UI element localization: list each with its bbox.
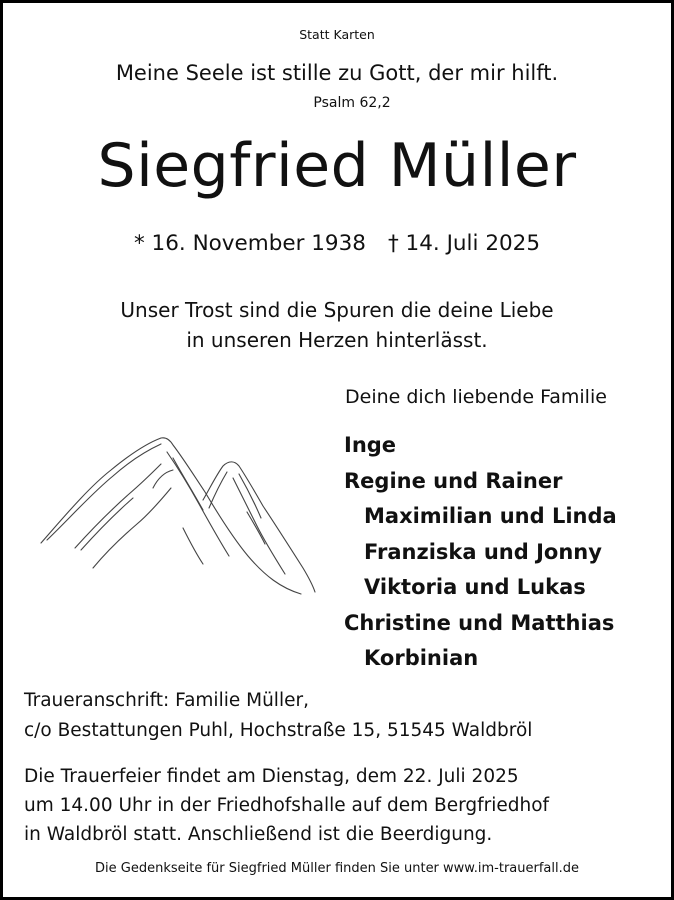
funeral-line: um 14.00 Uhr in der Friedhofshalle auf dem Bergfriedhof xyxy=(24,795,550,816)
deceased-name: Siegfried Müller xyxy=(97,131,577,201)
consolation-line: Unser Trost sind die Spuren die deine Liebe xyxy=(120,298,554,322)
address-line: c/o Bestattungen Puhl, Hochstraße 15, 51545 Waldbröl xyxy=(24,720,533,741)
consolation-line: in unseren Herzen hinterlässt. xyxy=(186,328,488,352)
birth-date: * 16. November 1938 xyxy=(133,231,366,256)
header-line: Statt Karten xyxy=(299,27,375,42)
funeral-line: in Waldbröl statt. Anschließend ist die Beerdigung. xyxy=(24,824,493,845)
family-member: Viktoria und Lukas xyxy=(364,575,586,599)
memorial-page-footer: Die Gedenkseite für Siegfried Müller finden Sie unter www.im-trauerfall.de xyxy=(95,861,579,876)
life-dates xyxy=(3,231,671,256)
family-member: Franziska und Jonny xyxy=(364,539,602,564)
funeral-line: Die Trauerfeier findet am Dienstag, dem 22. Juli 2025 xyxy=(24,766,519,787)
family-member: Maximilian und Linda xyxy=(364,504,617,528)
address-line: Traueranschrift: Familie Müller, xyxy=(24,690,309,711)
family-intro: Deine dich liebende Familie xyxy=(345,386,607,408)
quote-reference: Psalm 62,2 xyxy=(313,95,391,111)
family-member: Christine und Matthias xyxy=(344,610,615,635)
funeral-info xyxy=(24,762,549,849)
family-member: Regine und Rainer xyxy=(344,468,563,493)
mourning-address xyxy=(24,686,532,746)
consolation-text xyxy=(3,295,671,355)
mountain-sketch-icon xyxy=(33,428,323,598)
family-list xyxy=(344,428,617,677)
bible-quote: Meine Seele ist stille zu Gott, der mir hilft. xyxy=(115,61,559,85)
family-member: Korbinian xyxy=(364,646,479,670)
death-date: † 14. Juli 2025 xyxy=(387,231,541,256)
family-member: Inge xyxy=(344,433,397,457)
